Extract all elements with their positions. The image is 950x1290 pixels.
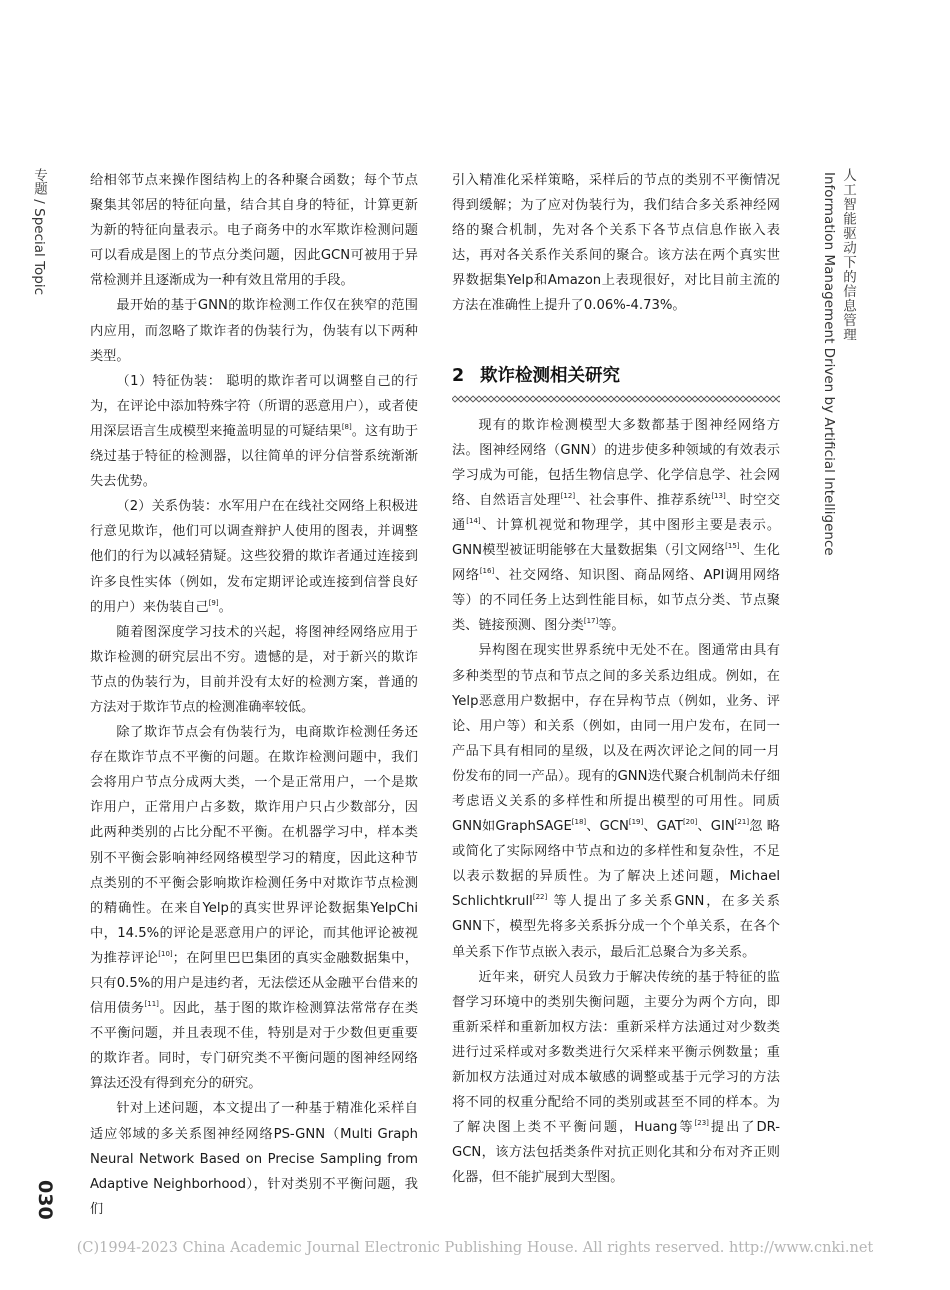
citation-ref: [19] (628, 818, 644, 827)
text-run: 现有的欺诈检测模型大多数都基于图神经网络方法。图神经网络（GNN）的进步使多种领域的有效表示学习成为可能，包括生物信息学、化学信息学、社会网络、自然语言处理 (452, 417, 780, 508)
citation-ref: [12] (560, 491, 576, 500)
paragraph (90, 720, 418, 1096)
side-label-special-topic (30, 168, 48, 295)
paragraph (90, 494, 418, 619)
text-run: ；在阿里巴巴集团的真实金融数据集中，只有0.5%的用户是违约者，无法偿还从金融平台借来的信用债务 (90, 950, 418, 1017)
copyright-footer: (C)1994-2023 China Academic Journal Electronic Publishing House. All rights reserved. http://www.cnki.net (76, 1240, 874, 1256)
paragraph (452, 413, 780, 639)
paragraph (452, 638, 780, 964)
text-run: （1）特征伪装： 聪明的欺诈者可以调整自己的行为，在评论中添加特殊字符（所谓的恶意用户），或者使用深层语言生成模型来掩盖明显的可疑结果 (90, 373, 418, 439)
text-run: 提出了DR-GCN，该方法包括类条件对抗正则化其和分布对齐正则化器，但不能扩展到大型图。 (452, 1120, 780, 1186)
text-run: 。因此，基于图的欺诈检测算法常常存在类不平衡问题，并且表现不佳，特别是对于少数但更重要的欺诈者。同时，专门研究类不平衡问题的图神经网络算法还没有得到充分的研究。 (90, 1001, 419, 1092)
citation-ref: [11] (144, 1000, 159, 1009)
text-run: 除了欺诈节点会有伪装行为，电商欺诈检测任务还存在欺诈节点不平衡的问题。在欺诈检测问题中，我们会将用户节点分成两大类，一个是正常用户，一个是欺诈用户，正常用户占多数，欺诈用户只占少数部分，因此两种类别的占比分配不平衡。在机器学习中，样本类别不平衡会影响神经网络模型学习的精度，因此这种节点类别的不平衡会影响欺诈检测任务中对欺诈节点检测的精确性。在来自Yelp的真实世界评论数据集YelpChi中，14.5%的评论是恶意用户的评论，而其他评论被视为推荐评论 (90, 725, 418, 966)
section-number: 2 (452, 365, 465, 386)
paragraph: 最开始的基于GNN的欺诈检测工作仅在狭窄的范围内应用，而忽略了欺诈者的伪装行为，伪装有以下两种类型。 (90, 298, 418, 364)
citation-ref: [18] (571, 818, 587, 827)
text-run: 等。 (598, 618, 625, 634)
text-run: 、GAT (643, 819, 683, 835)
paragraph: 针对上述问题，本文提出了一种基于精准化采样自适应邻域的多关系图神经网络PS-GNN（Multi Graph Neural Network Based on Precise Sampling from Adaptive Neighborhood），针对类别不平衡问题，我们 (90, 1101, 418, 1217)
side-label-sep: / (31, 199, 47, 204)
side-label-en: Special Topic (31, 208, 47, 296)
text-run: 、生化网络 (452, 543, 780, 584)
side-label-cn: 专题 (31, 168, 47, 195)
citation-ref: [17] (583, 617, 599, 626)
journal-column-title-en: Information Management Driven by Artificial Intelligence (821, 172, 837, 556)
citation-ref: [9] (208, 598, 219, 607)
citation-ref: [23] (694, 1119, 709, 1128)
citation-ref: [13] (711, 491, 726, 500)
citation-ref: [8] (341, 422, 352, 431)
citation-ref: [21] (734, 818, 750, 827)
text-run: 、计算机视觉和物理学，其中图形主要是表示。GNN模型被证明能够在大量数据集（引文网络 (452, 517, 781, 559)
text-run: （2）关系伪装：水军用户在在线社交网络上积极进行意见欺诈，他们可以调查辩护人使用的图表，并调整他们的行为以减轻猜疑。这些狡猾的欺诈者通过连接到许多良性实体（例如，发布定期评论或连接到信誉良好的用户）来伪装自己 (90, 499, 418, 615)
section-heading (452, 363, 780, 389)
citation-ref: [16] (479, 567, 495, 576)
left-column (90, 168, 418, 1222)
text-run: 异构图在现实世界系统中无处不在。图通常由具有多种类型的节点和节点之间的多关系边组成。例如，在Yelp恶意用户数据中，存在异构节点（例如，业务、评论、用户等）和关系（例如，由同一用户发布，在同一产品下具有相同的星级，以及在两次评论之间的同一月份发布的同一产品）。现有的GNN迭代聚合机制尚未仔细考虑语义关系的多样性和所提出模型的可用性。同质GNN如GraphSAGE (452, 643, 780, 835)
right-column (452, 168, 780, 1190)
text-run: 近年来，研究人员致力于解决传统的基于特征的监督学习环境中的类别失衡问题，主要分为两个方向，即重新采样和重新加权方法：重新采样方法通过对少数类进行过采样或对多数类进行欠采样来平衡示例数量；重新加权方法通过对成本敏感的调整或基于元学习的方法将不同的权重分配给不同的类别或甚至不同的样本。为了解决图上类不平衡问题，Huang等 (452, 969, 780, 1136)
citation-ref: [22] (532, 893, 548, 902)
text-run: 忽 略或简化了实际网络中节点和边的多样性和复杂性，不足以表示数据的异质性。为了解决上述问题，Michael Schlichtkrull (452, 819, 780, 910)
text-run: 。 (218, 599, 232, 615)
citation-ref: [15] (725, 542, 740, 551)
text-run: 。这有助于绕过基于特征的检测器，以往简单的评分信誉系统渐渐失去优势。 (90, 423, 419, 490)
page-number: 030 (34, 1180, 56, 1220)
text-run: 、社会事件、推荐系统 (575, 492, 712, 508)
paragraph (90, 369, 418, 494)
citation-ref: [20] (682, 818, 698, 827)
section-title: 欺诈检测相关研究 (480, 365, 620, 386)
paragraph (452, 965, 780, 1191)
citation-ref: [10] (158, 949, 173, 958)
text-run: 、社交网络、知识图、商品网络、API调用网络等）的不同任务上达到性能目标，如节点分类、节点聚类、链接预测、图分类 (452, 568, 780, 634)
journal-column-title-cn: 人工智能驱动下的信息管理 (840, 168, 856, 342)
paragraph: 给相邻节点来操作图结构上的各种聚合函数；每个节点聚集其邻居的特征向量，结合其自身的特征，计算更新为新的特征向量表示。电子商务中的水军欺诈检测问题可以看成是图上的节点分类问题，因此GCN可被用于异常检测并且逐渐成为一种有效且常用的手段。 (90, 173, 418, 289)
paragraph: 引入精准化采样策略，采样后的节点的类别不平衡情况得到缓解；为了应对伪装行为，我们结合多关系神经网络的聚合机制，先对各个关系下各节点信息作嵌入表达，再对各关系作关系间的聚合。该方法在两个真实世界数据集Yelp和Amazon上表现很好，对比目前主流的方法在准确性上提升了0.06%-4.73%。 (452, 173, 780, 314)
paragraph: 随着图深度学习技术的兴起，将图神经网络应用于欺诈检测的研究层出不穷。遗憾的是，对于新兴的欺诈节点的伪装行为，目前并没有太好的检测方案，普通的方法对于欺诈节点的检测准确率较低。 (90, 624, 418, 715)
text-run: 等人提出了多关系GNN，在多关系GNN下，模型先将多关系拆分成一个个单关系，在各个单关系下作节点嵌入表示，最后汇总聚合为多关系。 (452, 894, 780, 960)
section-underline-ornament (452, 395, 780, 403)
citation-ref: [14] (466, 516, 481, 525)
text-run: 、GCN (586, 819, 629, 835)
text-run: 、GIN (697, 819, 735, 835)
text-run: 、时空交通 (452, 492, 781, 533)
